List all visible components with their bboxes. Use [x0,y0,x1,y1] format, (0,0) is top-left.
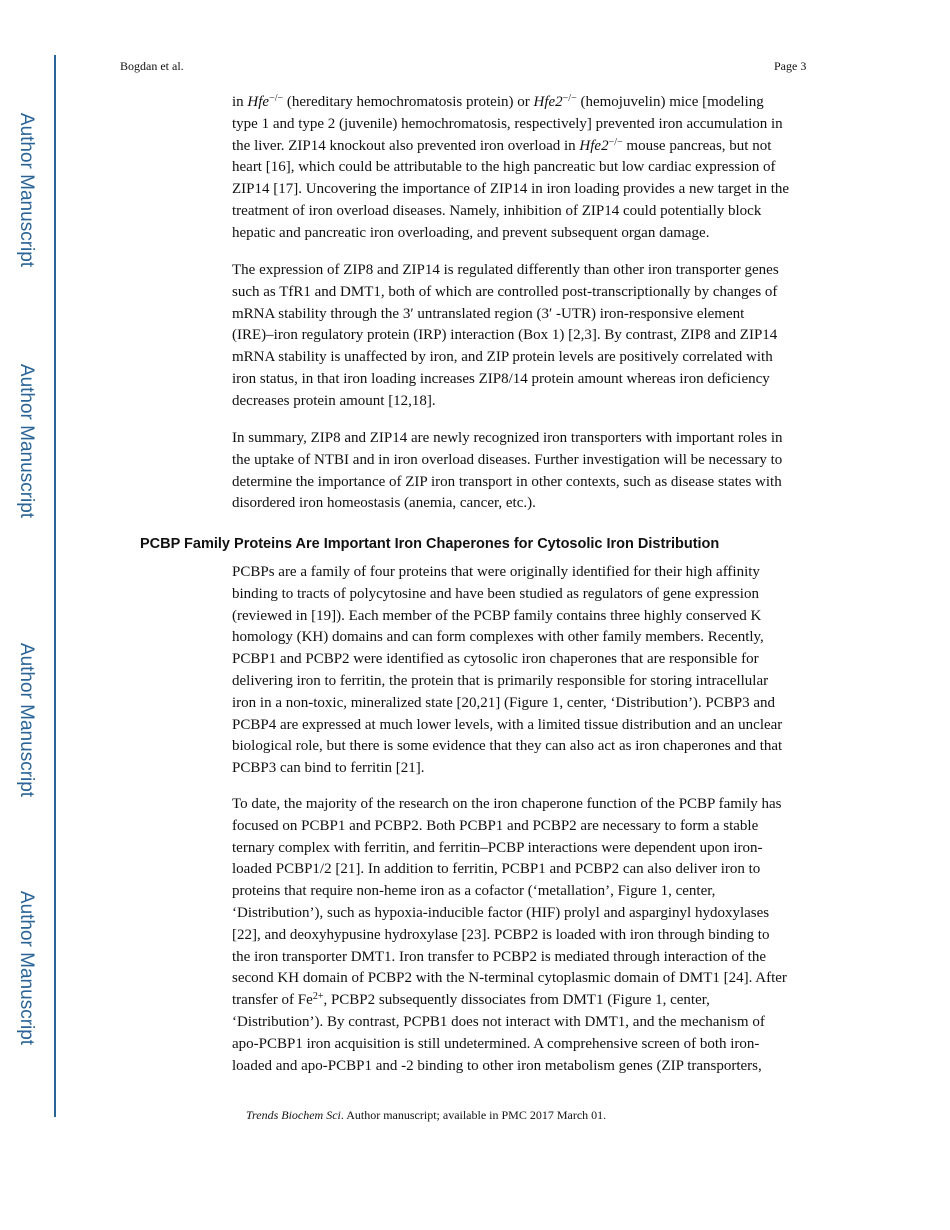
text-run: transfer of Fe [232,992,313,1009]
text-line [232,925,787,947]
text-line [232,391,779,413]
side-label-text: Author Manuscript [16,363,37,519]
text-line [232,157,789,179]
italic-text: Hfe2 [579,137,609,154]
text-line [232,968,787,990]
text-line [232,562,782,584]
text-line [232,736,782,758]
text-line [232,369,779,391]
text-line [232,947,787,969]
side-label-text: Author Manuscript [16,890,37,1046]
text-run: apo-PCBP1 iron acquisition is still undetermined. A comprehensive screen of both iron- [232,1035,760,1052]
text-run: (reviewed in [19]). Each member of the PCBP family contains three highly conserved K [232,607,762,624]
text-line [232,715,782,737]
text-line [232,282,779,304]
text-run: PCBP4 are expressed at much lower levels, with a limited tissue distribution and an unclear [232,716,783,733]
text-run: iron status, in that iron loading increases ZIP8/14 protein amount whereas iron deficiency [232,370,770,387]
italic-text: Hfe2 [533,94,563,110]
text-run: the iron transporter DMT1. Iron transfer to PCBP2 is mediated through interaction of the [232,948,767,965]
text-run: (hemojuvelin) mice [modeling [576,94,764,110]
text-run: proteins that require non-heme iron as a cofactor (‘metallation’, Figure 1, center, [232,883,716,900]
text-run: the liver. ZIP14 knockout also prevented iron overload in [232,137,580,154]
text-line [232,325,779,347]
text-run: ‘Distribution’), such as hypoxia-inducible factor (HIF) prolyl and asparginyl hydoxylases [232,904,770,921]
text-run: mRNA stability is unaffected by iron, and ZIP protein levels are positively correlated with [232,349,773,366]
text-line [232,201,789,223]
text-run: (hereditary hemochromatosis protein) or [283,94,534,110]
text-run: in [232,94,248,110]
text-line [232,671,782,693]
text-run: PCBP3 can bind to ferritin [21]. [232,760,425,777]
text-run: binding to tracts of polycytosine and have been studied as regulators of gene expression [232,585,759,602]
text-line [232,693,782,715]
paragraph [232,562,782,780]
text-line [232,179,789,201]
text-run: [22], and deoxyhypusine hydroxylase [23]. PCBP2 is loaded with iron through binding to [232,926,770,943]
paragraph [232,428,783,515]
text-run: loaded and apo-PCBP1 and -2 binding to other iron metabolism genes (ZIP transporters, [232,1057,762,1074]
text-run: homology (KH) domains and can form complexes with other family members. Recently, [232,629,764,646]
side-label-text: Author Manuscript [16,112,37,268]
text-line [232,990,787,1012]
text-line [232,758,782,780]
text-line [232,260,779,282]
text-run: PCBPs are a family of four proteins that were originally identified for their high affinity [232,564,760,580]
text-line [232,223,789,245]
text-line [232,92,789,114]
italic-text: Trends Biochem Sci [246,1108,341,1122]
paragraph [232,92,789,245]
text-run: . Author manuscript; available in PMC 2017 March 01. [340,1108,607,1122]
text-line [232,493,783,515]
text-run: To date, the majority of the research on the iron chaperone function of the PCBP family has [232,796,782,812]
text-run: focused on PCBP1 and PCBP2. Both PCBP1 and PCBP2 are necessary to form a stable [232,817,759,834]
text-line [232,584,782,606]
text-run: hepatic and pancreatic iron overloading, and prevent subsequent organ damage. [232,224,710,241]
text-line [232,428,783,450]
text-line [232,472,783,494]
text-line [232,1034,787,1056]
text-run: type 1 and type 2 (juvenile) hemochromatosis, respectively] prevented iron accumulation in [232,115,783,132]
text-run: ‘Distribution’). By contrast, PCPB1 does not interact with DMT1, and the mechanism of [232,1013,765,1030]
text-line [232,794,787,816]
text-line [232,450,783,472]
text-line [232,627,782,649]
text-line [232,816,787,838]
text-run: delivering iron to ferritin, the protein that is primarily responsible for storing intracellular [232,672,769,689]
text-run: determine the importance of ZIP iron transport in other contexts, such as disease states with [232,473,782,490]
text-run: In summary, ZIP8 and ZIP14 are newly recognized iron transporters with important roles in [232,430,783,446]
section-heading: PCBP Family Proteins Are Important Iron Chaperones for Cytosolic Iron Distribution [140,536,720,552]
text-line [232,881,787,903]
superscript: 2+ [312,991,324,1003]
text-line [232,1056,787,1078]
text-run: loaded PCBP1/2 [21]. In addition to ferritin, PCBP1 and PCBP2 can also deliver iron to [232,861,761,878]
text-run: ternary complex with ferritin, and ferritin–PCBP interactions were dependent upon iron- [232,839,763,856]
text-run: second KH domain of PCBP2 with the N-terminal cytoplasmic domain of DMT1 [24]. After [232,970,787,987]
text-run: iron in a non-toxic, mineralized state [20,21] (Figure 1, center, ‘Distribution’). PCBP3 and [232,694,776,711]
text-run: disordered iron homeostasis (anemia, cancer, etc.). [232,495,536,512]
text-run: decreases protein amount [12,18]. [232,392,436,409]
text-run: treatment of iron overload diseases. Namely, inhibition of ZIP14 could potentially block [232,202,762,219]
text-run: PCBP1 and PCBP2 were identified as cytosolic iron chaperones that are responsible for [232,651,759,668]
text-line [232,136,789,158]
superscript: −/− [269,93,284,104]
text-run: mRNA stability through the 3′ untranslated region (3′ -UTR) iron-responsive element [232,305,745,322]
side-label-text: Author Manuscript [16,642,37,798]
text-run: (IRE)–iron regulatory protein (IRP) interaction (Box 1) [2,3]. By contrast, ZIP8 and ZIP14 [232,327,778,344]
text-line [232,114,789,136]
superscript: −/− [608,136,623,148]
text-run: mouse pancreas, but not [622,137,772,154]
text-line [232,304,779,326]
text-line [232,606,782,628]
text-run: biological role, but there is some evidence that they can also act as iron chaperones and that [232,738,783,755]
text-line [232,347,779,369]
text-run: the uptake of NTBI and in iron overload diseases. Further investigation will be necessary to [232,451,783,468]
header-authors: Bogdan et al. [120,59,184,73]
paragraph [232,260,779,413]
header-page-number: Page 3 [774,59,807,73]
text-line [232,1012,787,1034]
text-run: The expression of ZIP8 and ZIP14 is regulated differently than other iron transporter genes [232,262,779,278]
text-line [232,838,787,860]
paragraph [232,794,787,1077]
text-line [232,903,787,925]
footer-citation [246,1108,606,1123]
superscript: −/− [562,93,577,104]
margin-rule [54,55,56,1117]
italic-text: Hfe [247,94,270,110]
text-line [232,859,787,881]
text-line [232,649,782,671]
text-run: heart [16], which could be attributable to the high pancreatic but low cardiac expression of [232,159,776,176]
text-run: ZIP14 [17]. Uncovering the importance of ZIP14 in iron loading provides a new target in the [232,181,790,198]
text-run: such as TfR1 and DMT1, both of which are controlled post-transcriptionally by changes of [232,283,778,300]
text-run: , PCBP2 subsequently dissociates from DMT1 (Figure 1, center, [323,992,710,1009]
